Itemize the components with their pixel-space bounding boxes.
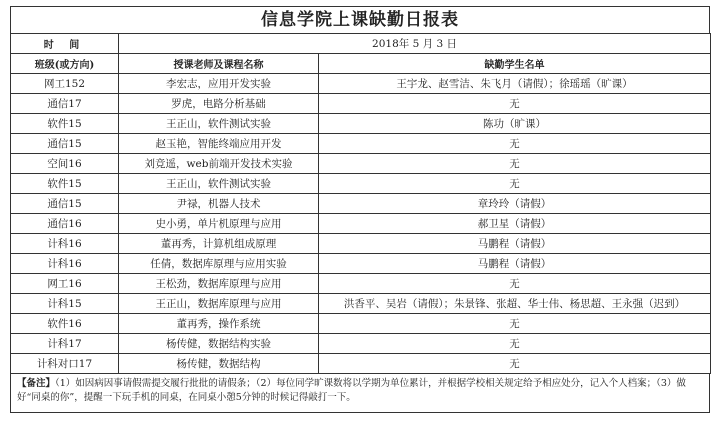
absent-cell: 无 xyxy=(319,134,711,154)
absence-report-sheet xyxy=(10,6,710,413)
teacher-course-cell: 刘竞遥，web前端开发技术实验 xyxy=(119,154,319,174)
header-absent: 缺勤学生名单 xyxy=(319,54,711,74)
class-cell: 通信17 xyxy=(11,94,119,114)
class-cell: 软件15 xyxy=(11,114,119,134)
absent-cell: 无 xyxy=(319,354,711,374)
table-row xyxy=(11,154,711,174)
date-row xyxy=(11,34,711,54)
remarks-text: （1）如因病因事请假需提交履行批批的请假条；（2）每位同学旷课数将以学期为单位累计，并根据学校相关规定给予相应处分，记入个人档案；（3）做好“同桌的你”，提醒一下玩手机的同桌，在同桌小憩5分钟的时候记得敲打一下。 xyxy=(17,378,686,403)
absent-cell: 无 xyxy=(319,174,711,194)
absent-cell: 无 xyxy=(319,274,711,294)
teacher-course-cell: 李宏志，应用开发实验 xyxy=(119,74,319,94)
teacher-course-cell: 尹禄，机器人技术 xyxy=(119,194,319,214)
teacher-course-cell: 杨传健，数据结构 xyxy=(119,354,319,374)
time-label: 时 间 xyxy=(11,34,119,54)
table-row xyxy=(11,354,711,374)
teacher-course-cell: 王正山，数据库原理与应用 xyxy=(119,294,319,314)
absent-cell: 无 xyxy=(319,314,711,334)
class-cell: 计科对口17 xyxy=(11,354,119,374)
absent-cell: 无 xyxy=(319,334,711,354)
table-row xyxy=(11,334,711,354)
absent-cell: 王宇龙、赵雪洁、朱飞月（请假）；徐瑶瑶（旷课） xyxy=(319,74,711,94)
class-cell: 通信16 xyxy=(11,214,119,234)
table-row xyxy=(11,274,711,294)
table-row xyxy=(11,314,711,334)
class-cell: 网工16 xyxy=(11,274,119,294)
header-row xyxy=(11,54,711,74)
teacher-course-cell: 董再秀，计算机组成原理 xyxy=(119,234,319,254)
header-class: 班级(或方向) xyxy=(11,54,119,74)
teacher-course-cell: 王正山，软件测试实验 xyxy=(119,174,319,194)
table-row xyxy=(11,114,711,134)
table-row xyxy=(11,94,711,114)
class-cell: 网工152 xyxy=(11,74,119,94)
absent-cell: 无 xyxy=(319,154,711,174)
teacher-course-cell: 史小勇，单片机原理与应用 xyxy=(119,214,319,234)
absent-cell: 章玲玲（请假） xyxy=(319,194,711,214)
teacher-course-cell: 董再秀，操作系统 xyxy=(119,314,319,334)
class-cell: 通信15 xyxy=(11,194,119,214)
table-row xyxy=(11,214,711,234)
teacher-course-cell: 杨传健，数据结构实验 xyxy=(119,334,319,354)
report-date: 2018年 5 月 3 日 xyxy=(119,34,711,54)
class-cell: 计科15 xyxy=(11,294,119,314)
teacher-course-cell: 赵玉艳，智能终端应用开发 xyxy=(119,134,319,154)
table-row xyxy=(11,134,711,154)
teacher-course-cell: 任倩，数据库原理与应用实验 xyxy=(119,254,319,274)
remarks-box xyxy=(10,374,710,413)
absent-cell: 洪香平、吴岩（请假）；朱景锋、张超、华士伟、杨思超、王永强（迟到） xyxy=(319,294,711,314)
table-row xyxy=(11,254,711,274)
class-cell: 计科16 xyxy=(11,234,119,254)
table-row xyxy=(11,174,711,194)
absence-table xyxy=(10,33,711,374)
table-row xyxy=(11,194,711,214)
class-cell: 计科16 xyxy=(11,254,119,274)
header-teacher-course: 授课老师及课程名称 xyxy=(119,54,319,74)
remarks-label: 【备注】 xyxy=(17,378,56,389)
teacher-course-cell: 罗虎，电路分析基础 xyxy=(119,94,319,114)
table-row xyxy=(11,74,711,94)
absent-cell: 陈功（旷课） xyxy=(319,114,711,134)
teacher-course-cell: 王松劲，数据库原理与应用 xyxy=(119,274,319,294)
absent-cell: 郝卫星（请假） xyxy=(319,214,711,234)
table-row xyxy=(11,234,711,254)
absent-cell: 无 xyxy=(319,94,711,114)
report-title: 信息学院上课缺勤日报表 xyxy=(10,6,710,33)
absent-cell: 马鹏程（请假） xyxy=(319,234,711,254)
class-cell: 通信15 xyxy=(11,134,119,154)
class-cell: 软件15 xyxy=(11,174,119,194)
table-row xyxy=(11,294,711,314)
absent-cell: 马鹏程（请假） xyxy=(319,254,711,274)
teacher-course-cell: 王正山，软件测试实验 xyxy=(119,114,319,134)
class-cell: 空间16 xyxy=(11,154,119,174)
class-cell: 软件16 xyxy=(11,314,119,334)
class-cell: 计科17 xyxy=(11,334,119,354)
